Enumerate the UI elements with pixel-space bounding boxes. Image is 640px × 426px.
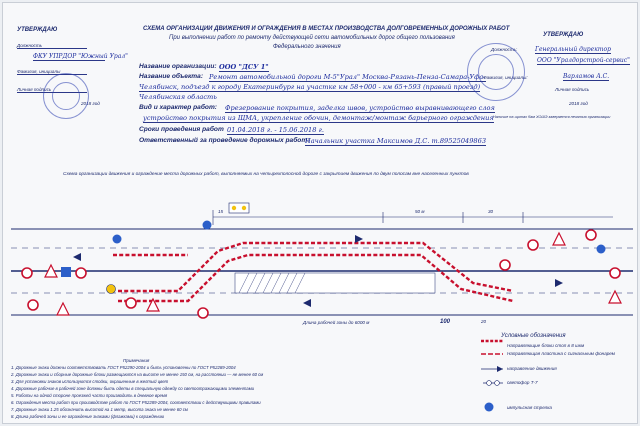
note-8: 8. Длина рабочей зоны и ее ограждение знаками (флажками) к ограждению xyxy=(11,414,165,419)
responsible-label: Ответственный за проведение дорожных работ: xyxy=(139,137,310,144)
right-name-value: Варламов А.С. xyxy=(563,73,610,80)
road-signs-left xyxy=(22,235,122,316)
left-year: 2018 год xyxy=(81,101,100,106)
note-2: 2. Дорожные знаки и сборные дорожные блоки размещаются на высоте не менее 150 см, на расстоянии — не менее 60 см xyxy=(11,372,264,377)
work-label: Вид и характер работ: xyxy=(139,104,218,111)
right-year: 2018 год xyxy=(569,101,588,106)
legend-item-5: импульсная стрелка xyxy=(507,405,552,410)
responsible-value: Начальник участка Максимов Д.С. т.89525049863 xyxy=(305,137,487,145)
left-org: ФКУ УПРДОР "Южный Урал" xyxy=(33,53,128,60)
region-value: Челябинская область xyxy=(139,93,217,101)
scheme-title-line2: При выполнении работ по ремонту действующей сети автомобильных дорог общего пользования xyxy=(169,35,455,41)
note-3: 3. Для установки знаков используются стойки, окрашенные в желтый цвет xyxy=(11,379,169,384)
road-signs-right xyxy=(126,221,621,319)
org-label: Название организации: xyxy=(139,63,217,70)
legend-symbols xyxy=(481,341,503,412)
note-5: 5. Работы на одной стороне проезжей части производить в дневное время xyxy=(11,393,168,398)
note-6: 6. Ограждения места работ при производстве работ по ГОСТ Р52289-2004, соответствии с действующими правилами xyxy=(11,400,261,405)
dimension-15: 15 xyxy=(218,209,224,214)
object-label: Название объекта: xyxy=(139,73,204,80)
right-position-value: Генеральный директор xyxy=(535,46,611,53)
notes-title: Примечания xyxy=(123,358,150,363)
left-approve-label: УТВЕРЖДАЮ xyxy=(17,27,58,33)
scheme-caption: Схема организации движения и ограждение места дорожных работ, выполняемых на четырехполосной дороге с закрытием движения по двум полосам вне населенных пунктов xyxy=(63,172,469,177)
left-name-label: Фамилия, инициалы xyxy=(17,69,87,75)
scheme-title-line3: Федерального значения xyxy=(273,44,341,50)
left-sign-label: Личная подпись xyxy=(17,87,87,93)
note-1: 1. Дорожные знаки должны соответствовать ГОСТ Р52290-2004 и быть установлены по ГОСТ Р52289-2004 xyxy=(11,365,236,370)
dimension-30: 30 xyxy=(488,209,494,214)
object-value-2: Челябинск, подъезд к городу Екатеринбург на участке км 58+000 - км 65+593 (правый проезд) xyxy=(139,83,481,91)
legend-item-1: Направляющие блоки стоп в 8 шкм xyxy=(507,343,585,348)
right-stamp-note: Наличие на щитах бам ХОШЭ заверяется печатью организации xyxy=(493,115,611,119)
note-4: 4. Дорожные рабочие в рабочей зоне должны быть одеты в специальную одежду со светоотражающими элементами xyxy=(11,386,255,391)
work-value-2: устройство покрытия из ЩМА, укрепление обочин, демонтаж/монтаж барьерного ограждения xyxy=(143,114,494,122)
scheme-title-line1: СХЕМА ОРГАНИЗАЦИИ ДВИЖЕНИЯ И ОГРАЖДЕНИЯ В МЕСТАХ ПРОИЗВОДСТВА ДОЛГОВРЕМЕННЫХ ДОРОЖНЫХ РАБОТ xyxy=(143,26,510,32)
dimension-50m: 50 м xyxy=(415,209,425,214)
note-7: 7. Дорожные знаки 1.25 обозначить высотой на 1 метр, высота знака не менее 60 см xyxy=(11,407,188,412)
legend-item-2: Направляющая пластина с сигнальным фонарем xyxy=(507,351,615,356)
dimension-20: 20 xyxy=(481,319,487,324)
left-position-label: Должность xyxy=(17,43,87,49)
right-position-label: Должность: xyxy=(491,47,518,52)
dates-label: Сроки проведения работ xyxy=(139,126,224,133)
right-org: ООО "Уралдорстрой-сервис" xyxy=(537,57,630,64)
work-value: Фрезерование покрытия, заделка швов, устройство выравнивающего слоя xyxy=(225,104,495,112)
legend-item-3: направление движения xyxy=(507,366,557,371)
legend-item-4: светофор Т-7 xyxy=(507,380,538,385)
road-scheme-drawing xyxy=(3,3,638,424)
dimension-100: 100 xyxy=(440,319,451,325)
work-zone xyxy=(235,273,435,293)
object-value: Ремонт автомобильной дороги М-5"Урал" Москва-Рязань-Пенза-Самара-Уфа- xyxy=(209,73,486,81)
right-approve-label: УТВЕРЖДАЮ xyxy=(543,32,584,38)
scheme-sheet xyxy=(2,2,638,424)
org-value: ООО "ДСУ 1" xyxy=(219,63,269,71)
work-zone-length: Длина рабочей зоны до 6000 м xyxy=(303,320,370,325)
legend-title: Условные обозначения xyxy=(501,333,566,339)
dates-value: 01.04.2018 г. - 15.06.2018 г. xyxy=(227,126,324,134)
right-name-label: Фамилия, инициалы: xyxy=(483,75,528,80)
right-sign-label: Личная подпись xyxy=(555,87,590,92)
